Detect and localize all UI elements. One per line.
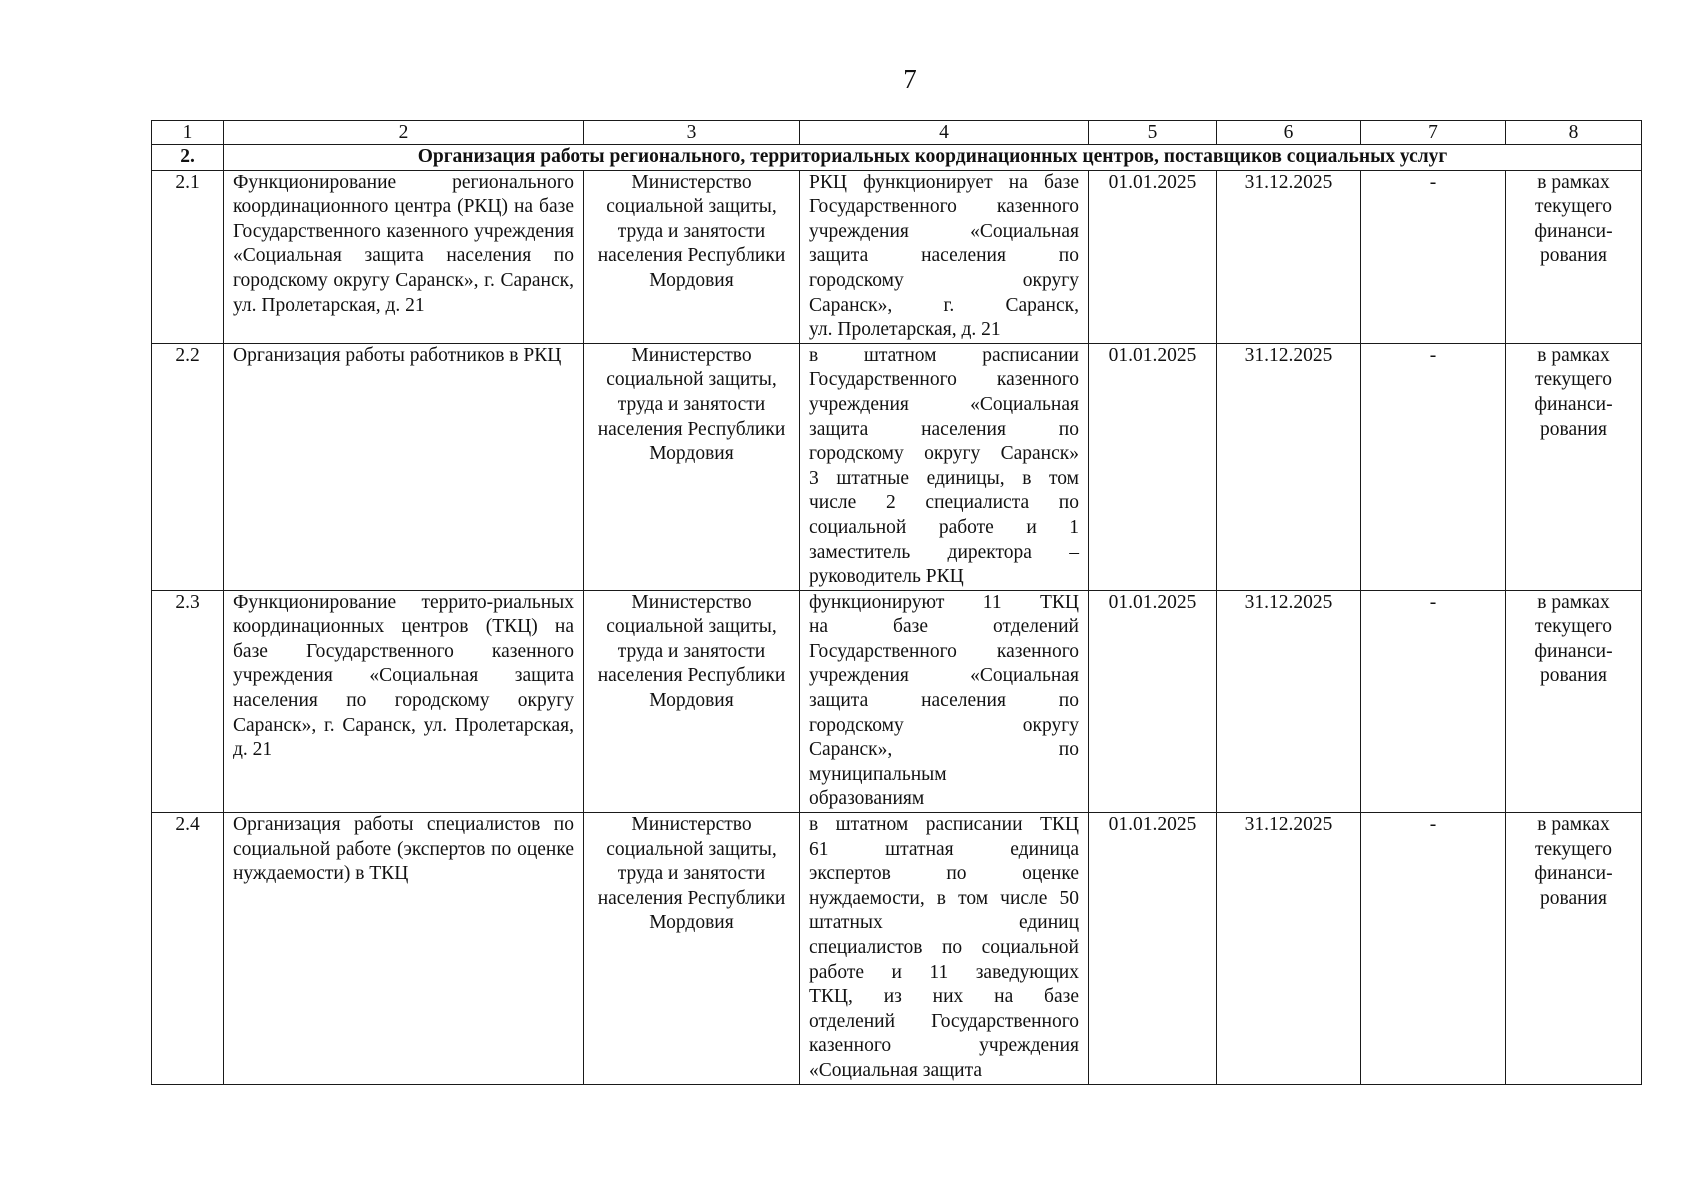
result-line: «Социальная защита [809, 1059, 982, 1081]
column-number: 8 [1506, 121, 1642, 145]
result-line: Саранск», по [809, 739, 1079, 761]
executor-cell: Министерство социальной защиты, труда и занятости населения Республики Мордовия [584, 170, 800, 343]
result-line: Государственного казенного [809, 196, 1079, 218]
section-title: Организация работы регионального, территориальных координационных центров, поставщиков социальных услуг [224, 145, 1642, 171]
start-date-cell: 01.01.2025 [1089, 170, 1217, 343]
result-line: в штатном расписании [809, 344, 1079, 366]
executor-cell: Министерство социальной защиты, труда и занятости населения Республики Мордовия [584, 343, 800, 590]
table-row [152, 590, 1642, 812]
result-line: функционируют 11 ТКЦ [809, 591, 1079, 613]
result-line: штатных единиц [809, 912, 1079, 934]
result-line: социальной работе и 1 [809, 516, 1079, 538]
result-line: на базе отделений [809, 616, 1079, 638]
funding-cell: в рамках текущего финанси-рования [1506, 170, 1642, 343]
start-date-cell: 01.01.2025 [1089, 590, 1217, 812]
page-number: 7 [903, 64, 917, 94]
result-line: городскому округу Саранск» [809, 443, 1079, 465]
result-line: защита населения по [809, 690, 1079, 712]
result-line: нуждаемости, в том числе 50 [809, 887, 1079, 909]
result-line: учреждения «Социальная [809, 665, 1079, 687]
result-line: учреждения «Социальная [809, 220, 1079, 242]
activity-cell: Функционирование регионального координационного центра (РКЦ) на базе Государственного казенного учреждения «Социальная защита населения по городскому округу Саранск», г. Саранск, ул. Пролетарская, д. 21 [224, 170, 584, 343]
result-line: ТКЦ, из них на базе [809, 986, 1079, 1008]
result-line: РКЦ функционирует на базе [809, 171, 1079, 193]
column-7-cell: - [1361, 170, 1506, 343]
result-line: городскому округу [809, 269, 1079, 291]
column-number: 5 [1089, 121, 1217, 145]
row-number: 2.4 [152, 813, 224, 1085]
result-line: числе 2 специалиста по [809, 492, 1079, 514]
end-date-cell: 31.12.2025 [1217, 590, 1361, 812]
result-line: в штатном расписании ТКЦ [809, 814, 1079, 836]
result-line: ул. Пролетарская, д. 21 [809, 319, 1001, 341]
table-row [152, 813, 1642, 1085]
result-line: руководитель РКЦ [809, 566, 964, 588]
activity-table [151, 120, 1642, 1085]
section-row [152, 145, 1642, 171]
result-cell [800, 170, 1089, 343]
result-line: 61 штатная единица [809, 838, 1079, 860]
result-line: Саранск», г. Саранск, [809, 294, 1079, 316]
activity-cell: Функционирование террито-риальных координационных центров (ТКЦ) на базе Государственного казенного учреждения «Социальная защита населения по городскому округу Саранск», г. Саранск, ул. Пролетарская, д. 21 [224, 590, 584, 812]
row-number: 2.1 [152, 170, 224, 343]
result-line: учреждения «Социальная [809, 393, 1079, 415]
result-line: отделений Государственного [809, 1010, 1079, 1032]
activity-cell: Организация работы работников в РКЦ [224, 343, 584, 590]
table-row [152, 170, 1642, 343]
result-cell [800, 590, 1089, 812]
result-line: Государственного казенного [809, 640, 1079, 662]
funding-cell: в рамках текущего финанси-рования [1506, 590, 1642, 812]
funding-cell: в рамках текущего финанси-рования [1506, 813, 1642, 1085]
result-line: заместитель директора – [809, 541, 1079, 563]
result-line: 3 штатные единицы, в том [809, 467, 1079, 489]
activity-cell: Организация работы специалистов по социальной работе (экспертов по оценке нуждаемости) в ТКЦ [224, 813, 584, 1085]
column-7-cell: - [1361, 813, 1506, 1085]
executor-cell: Министерство социальной защиты, труда и занятости населения Республики Мордовия [584, 813, 800, 1085]
column-number: 2 [224, 121, 584, 145]
result-cell [800, 343, 1089, 590]
result-line: специалистов по социальной [809, 937, 1079, 958]
end-date-cell: 31.12.2025 [1217, 813, 1361, 1085]
result-line: защита населения по [809, 418, 1079, 440]
row-number: 2.3 [152, 590, 224, 812]
table-row [152, 343, 1642, 590]
start-date-cell: 01.01.2025 [1089, 813, 1217, 1085]
column-number-row [152, 121, 1642, 145]
column-number: 7 [1361, 121, 1506, 145]
column-7-cell: - [1361, 343, 1506, 590]
row-number: 2.2 [152, 343, 224, 590]
column-number: 4 [800, 121, 1089, 145]
result-line: образованиям [809, 788, 925, 810]
result-line: муниципальным [809, 763, 947, 785]
column-number: 6 [1217, 121, 1361, 145]
result-line: городскому округу [809, 714, 1079, 736]
result-line: экспертов по оценке [809, 863, 1079, 885]
result-line: казенного учреждения [809, 1035, 1079, 1057]
column-7-cell: - [1361, 590, 1506, 812]
funding-cell: в рамках текущего финанси-рования [1506, 343, 1642, 590]
end-date-cell: 31.12.2025 [1217, 343, 1361, 590]
start-date-cell: 01.01.2025 [1089, 343, 1217, 590]
result-cell [800, 813, 1089, 1085]
column-number: 1 [152, 121, 224, 145]
section-number: 2. [152, 145, 224, 171]
executor-cell: Министерство социальной защиты, труда и занятости населения Республики Мордовия [584, 590, 800, 812]
column-number: 3 [584, 121, 800, 145]
result-line: работе и 11 заведующих [809, 961, 1079, 983]
result-line: защита населения по [809, 245, 1079, 267]
result-line: Государственного казенного [809, 369, 1079, 391]
end-date-cell: 31.12.2025 [1217, 170, 1361, 343]
table-body [152, 121, 1642, 1085]
